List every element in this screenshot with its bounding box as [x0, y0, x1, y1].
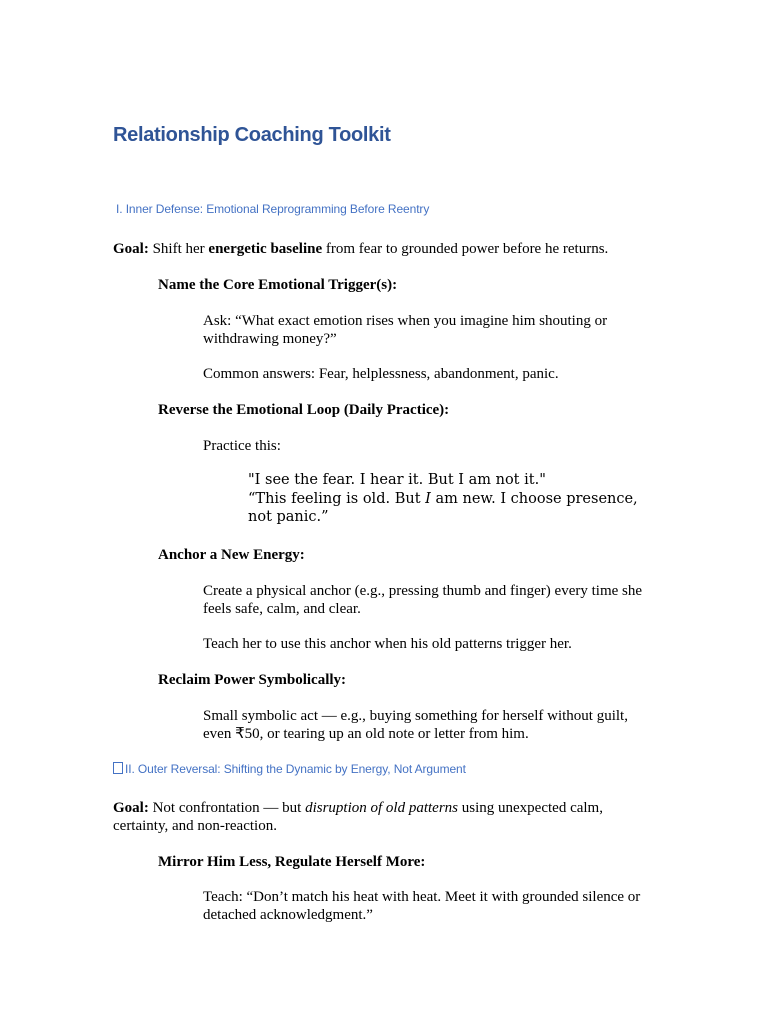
- mirror-teach: Teach: “Don’t match his heat with heat. Meet it with grounded silence or detached acknowledgment.”: [203, 889, 641, 923]
- document-title: Relationship Coaching Toolkit: [113, 124, 391, 146]
- affirmation-quote: [248, 471, 648, 527]
- anchor-heading: Anchor a New Energy:: [158, 547, 305, 563]
- trigger-ask: Ask: “What exact emotion rises when you imagine him shouting or withdrawing money?”: [203, 313, 608, 347]
- quote-line-2: [248, 490, 648, 527]
- quote-line-2-post: am new. I choose presence, not panic.”: [248, 490, 638, 525]
- goal-text-post: from fear to grounded power before he returns.: [322, 241, 609, 257]
- goal-label: Goal:: [113, 241, 149, 257]
- quote-line-2-pre: “This feeling is old. But: [248, 490, 426, 507]
- goal-2-text-post: using unexpected calm, certainty, and non-reaction.: [113, 800, 603, 834]
- goal-text-pre: Shift her: [148, 241, 209, 257]
- section-2-goal: [113, 799, 623, 835]
- loop-practice: Practice this:: [203, 438, 281, 454]
- quote-line-2-italic: I: [425, 490, 431, 507]
- reclaim-heading: Reclaim Power Symbolically:: [158, 672, 347, 688]
- quote-line-1: "I see the fear. I hear it. But I am not it.": [248, 472, 546, 488]
- goal-2-text-pre: Not confrontation — but: [148, 800, 306, 816]
- loop-heading: Reverse the Emotional Loop (Daily Practice):: [158, 402, 450, 418]
- goal-2-label: Goal:: [113, 800, 149, 816]
- missing-glyph-icon: [113, 762, 123, 774]
- reclaim-text: Small symbolic act — e.g., buying something for herself without guilt, even ₹50, or tearing up an old note or letter from him.: [203, 708, 628, 742]
- mirror-heading: Mirror Him Less, Regulate Herself More:: [158, 854, 426, 870]
- trigger-heading: Name the Core Emotional Trigger(s):: [158, 277, 398, 293]
- section-1-goal: [113, 240, 653, 258]
- goal-2-text-italic: disruption of old patterns: [305, 800, 459, 816]
- goal-text-bold: energetic baseline: [208, 241, 323, 257]
- anchor-teach: Teach her to use this anchor when his old patterns trigger her.: [203, 636, 572, 652]
- section-2-heading: II. Outer Reversal: Shifting the Dynamic by Energy, Not Argument: [125, 762, 466, 776]
- anchor-create: Create a physical anchor (e.g., pressing thumb and finger) every time she feels safe, calm, and clear.: [203, 583, 643, 617]
- section-2-heading-row: [113, 762, 466, 776]
- section-1-heading: I. Inner Defense: Emotional Reprogramming Before Reentry: [116, 202, 430, 216]
- trigger-common-answers: Common answers: Fear, helplessness, abandonment, panic.: [203, 366, 559, 382]
